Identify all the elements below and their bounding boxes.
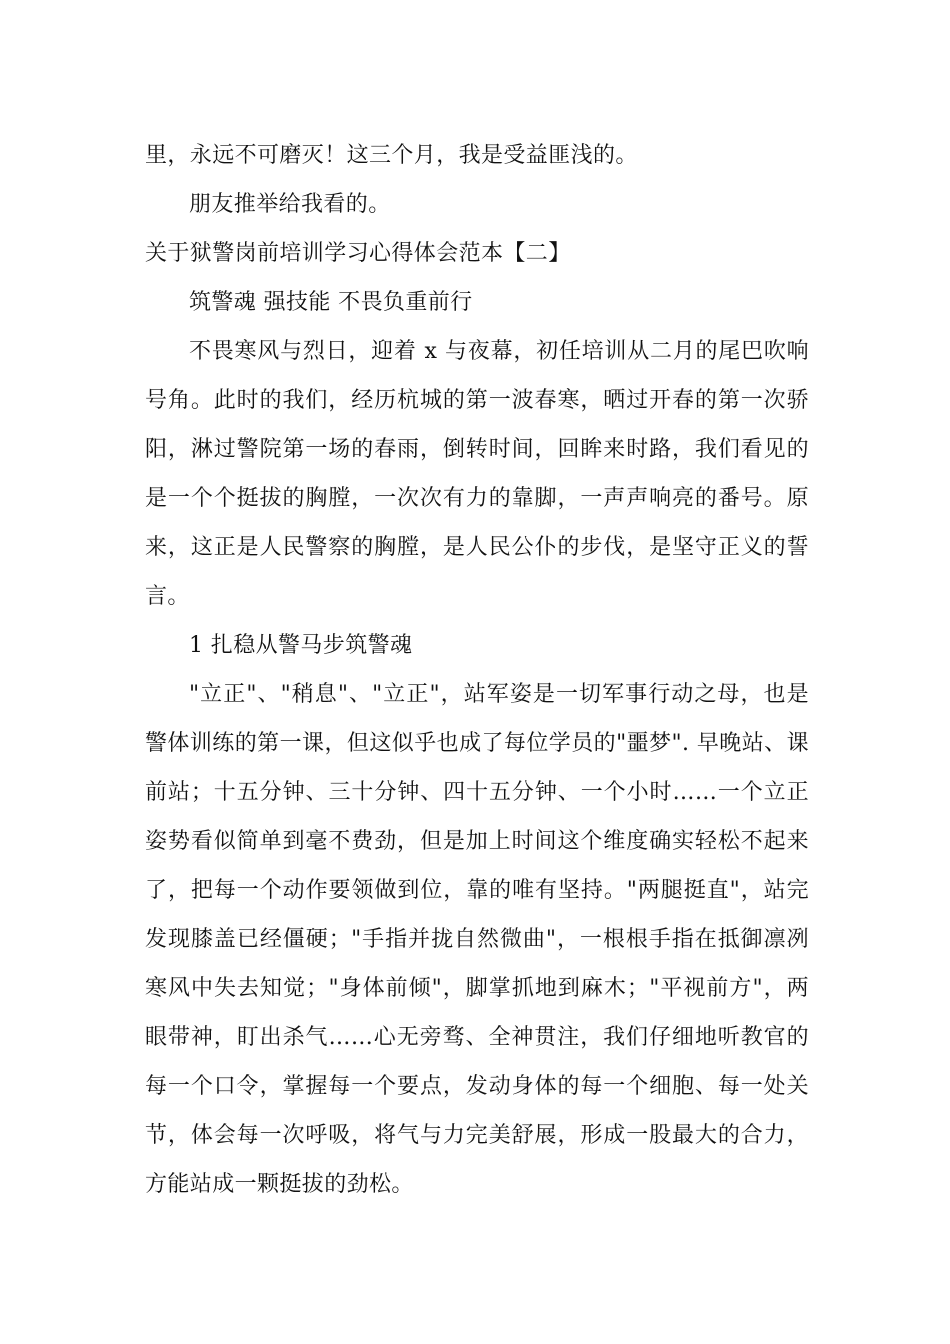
paragraph-training: "立正"、"稍息"、"立正"，站军姿是一切军事行动之母，也是警体训练的第一课，但这似乎也成了每位学员的"噩梦". 早晚站、课前站；十五分钟、三十分钟、四十五分钟、一个小时……一个立正姿势看似简单到毫不费劲，但是加上时间这个维度确实轻松不起来了，把每一个动作要领做到位，靠的唯有坚持。"两腿挺直"，站完发现膝盖已经僵硬；"手指并拢自然微曲"，一根根手指在抵御凛冽寒风中失去知觉；"身体前倾"，脚掌抓地到麻木；"平视前方"，两眼带神，盯出杀气……心无旁骛、全神贯注，我们仔细地听教官的每一个口令，掌握每一个要点，发动身体的每一个细胞、每一处关节，体会每一次呼吸，将气与力完美舒展，形成一股最大的合力，方能站成一颗挺拔的劲松。 (145, 682, 809, 1197)
paragraph-intro: 不畏寒风与烈日，迎着 x 与夜幕，初任培训从二月的尾巴吹响号角。此时的我们，经历杭城的第一波春寒，晒过开春的第一次骄阳，淋过警院第一场的春雨，倒转时间，回眸来时路，我们看见的是一个个挺拔的胸膛，一次次有力的靠脚，一声声响亮的番号。原来，这正是人民警察的胸膛，是人民公仆的步伐，是坚守正义的誓言。 (145, 339, 809, 609)
paragraph-continuation: 里，永远不可磨灭！这三个月，我是受益匪浅的。 (145, 143, 638, 168)
paragraph-recommendation: 朋友推举给我看的。 (189, 192, 391, 217)
section-title: 关于狱警岗前培训学习心得体会范本【二】 (145, 241, 571, 266)
subsection-heading: 1 扎稳从警马步筑警魂 (189, 633, 413, 658)
section-subtitle: 筑警魂 强技能 不畏负重前行 (189, 290, 473, 315)
document-body (145, 131, 809, 1209)
